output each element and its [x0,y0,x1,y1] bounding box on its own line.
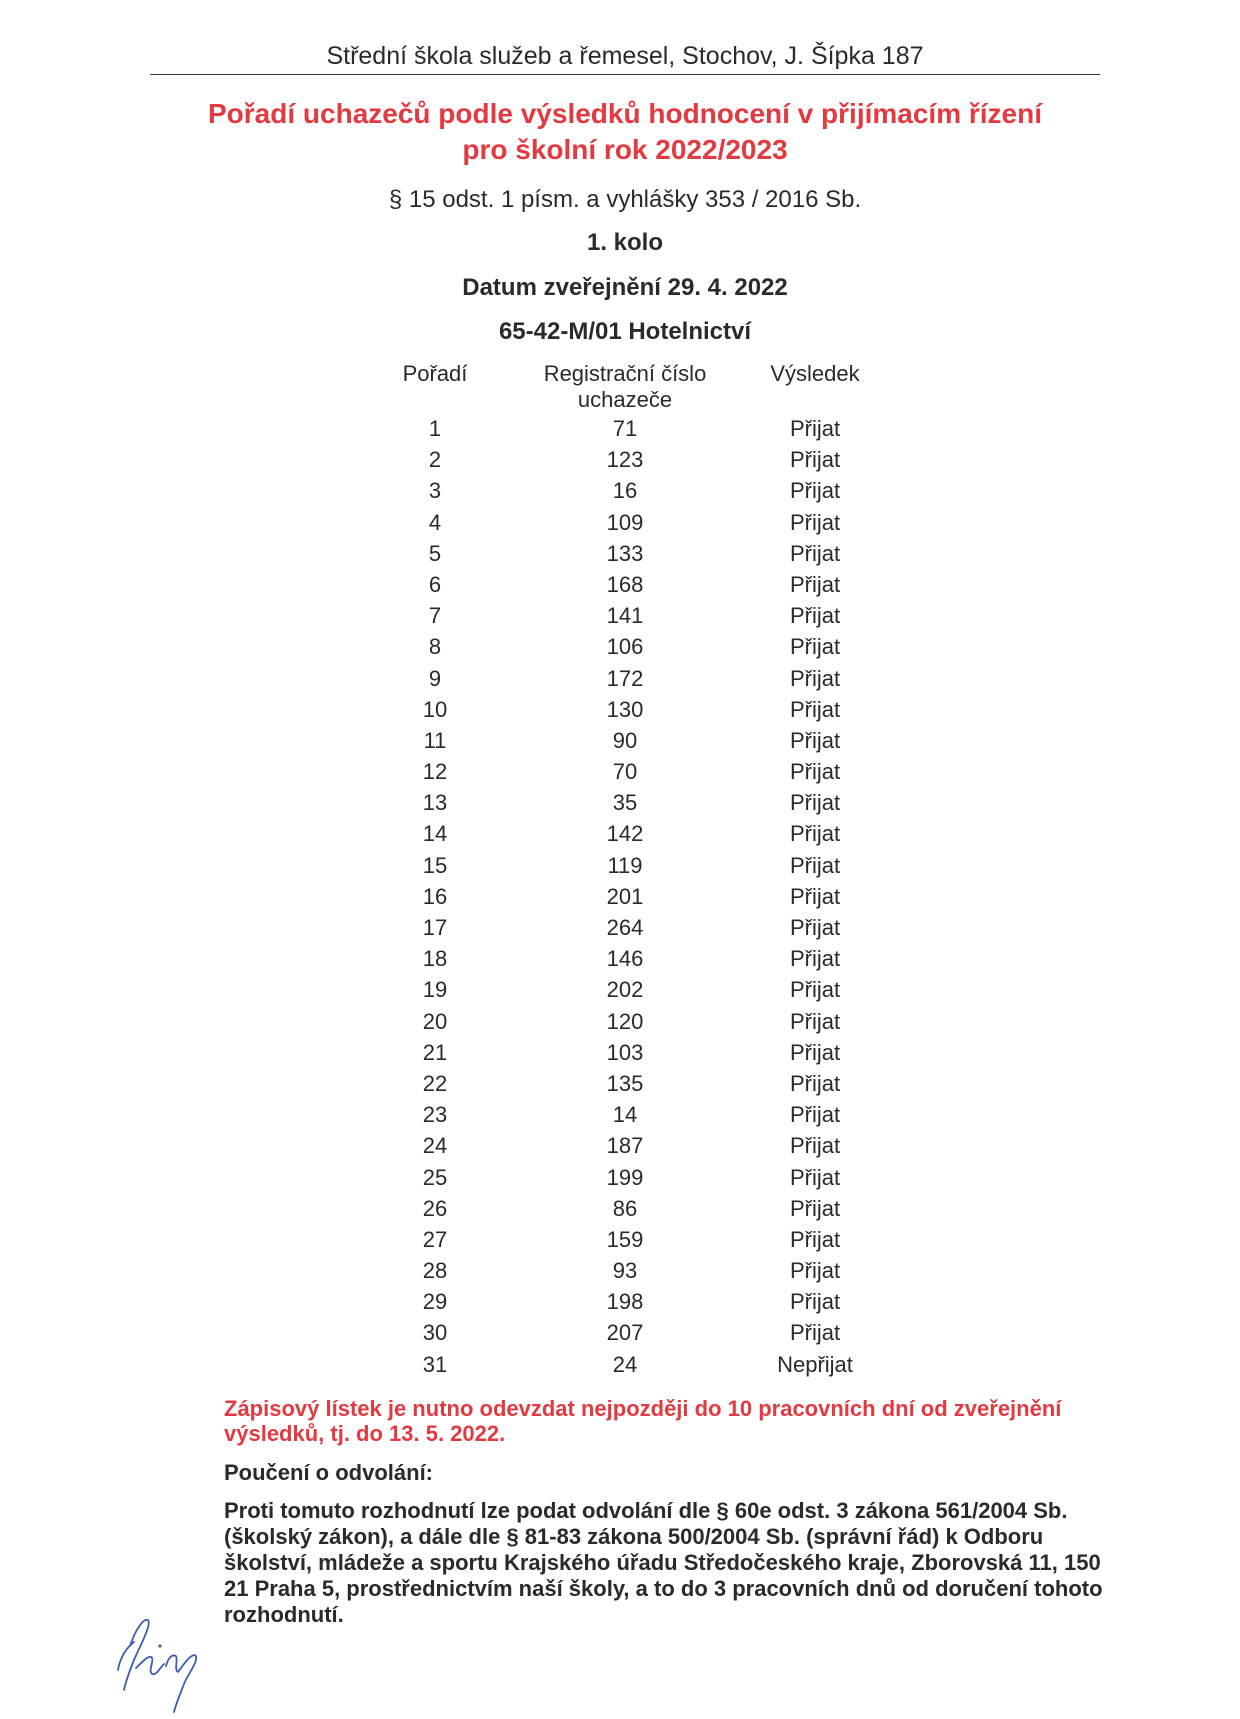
rank-cell: 6 [428,571,442,597]
title-line-1: Pořadí uchazečů podle výsledků hodnocení v přijímacím řízení [208,98,1042,129]
rank-cell: 15 [422,852,448,878]
result-cell: Přijat [789,571,841,597]
result-cell: Přijat [789,1258,841,1284]
table-row [0,1256,1240,1287]
registration-cell: 141 [606,603,644,629]
result-cell: Přijat [789,1133,841,1159]
result-cell: Přijat [789,1102,841,1128]
rank-cell: 1 [428,416,442,441]
table-row [0,414,1240,445]
round-label: 1. kolo [586,229,664,256]
school-header: Střední škola služeb a řemesel, Stochov, J. Šípka 187 [326,42,924,70]
enrollment-notice: Zápisový lístek je nutno odevzdat nejpozději do 10 pracovních dní od zveřejnění výsledků, tj. do 13. 5. 2022. [224,1396,1062,1446]
result-cell: Přijat [789,790,841,816]
result-cell: Přijat [789,416,841,441]
legal-reference: § 15 odst. 1 písm. a vyhlášky 353 / 2016 Sb. [388,186,862,213]
registration-cell: 24 [612,1351,638,1377]
table-row [0,757,1240,788]
title-line-2: pro školní rok 2022/2023 [462,134,788,165]
result-cell: Přijat [789,759,841,785]
table-row [0,975,1240,1006]
table-row [0,1318,1240,1349]
rank-cell: 27 [422,1226,448,1252]
registration-cell: 86 [612,1195,638,1221]
result-cell: Přijat [789,447,841,473]
registration-cell: 130 [606,696,644,722]
registration-cell: 106 [606,634,644,660]
rank-cell: 18 [422,946,448,972]
registration-cell: 14 [612,1102,638,1128]
result-cell: Přijat [789,1195,841,1221]
table-row [0,1131,1240,1162]
table-row [0,1163,1240,1194]
rank-cell: 13 [422,790,448,816]
rank-cell: 24 [422,1133,448,1159]
registration-cell: 199 [606,1164,644,1190]
result-cell: Přijat [789,1320,841,1346]
result-cell: Přijat [789,665,841,691]
result-cell: Přijat [789,1164,841,1190]
result-cell: Přijat [789,478,841,504]
rank-cell: 22 [422,1070,448,1096]
registration-cell: 264 [606,915,644,940]
rank-cell: 14 [422,821,448,847]
rank-cell: 12 [422,759,448,785]
table-row [0,1287,1240,1318]
rank-cell: 23 [422,1102,448,1128]
result-cell: Přijat [789,1070,841,1096]
table-row [0,788,1240,819]
result-cell: Přijat [789,915,841,940]
rank-cell: 30 [422,1320,448,1346]
rank-cell: 9 [428,665,442,691]
registration-cell: 71 [612,416,638,441]
table-row [0,570,1240,601]
registration-cell: 16 [612,478,638,504]
registration-cell: 187 [606,1133,644,1159]
column-header-registration [530,361,720,413]
rank-cell: 21 [422,1039,448,1065]
table-row [0,913,1240,944]
result-cell: Přijat [789,509,841,535]
column-header-rank: Pořadí [402,361,468,386]
registration-cell: 198 [606,1289,644,1315]
result-cell: Přijat [789,540,841,566]
result-cell: Nepřijat [777,1351,853,1377]
result-cell: Přijat [789,603,841,629]
registration-cell: 207 [606,1320,644,1346]
result-cell: Přijat [789,696,841,722]
table-row [0,601,1240,632]
table-row [0,445,1240,476]
column-header-registration-line-2: uchazeče [577,387,673,412]
table-row [0,851,1240,882]
result-cell: Přijat [789,1226,841,1252]
table-row [0,819,1240,850]
rank-cell: 4 [428,509,442,535]
table-row [0,695,1240,726]
registration-cell: 172 [606,665,644,691]
registration-cell: 120 [606,1008,644,1034]
column-header-result: Výsledek [770,361,860,386]
registration-cell: 201 [606,883,644,909]
table-row [0,1225,1240,1256]
header-divider [150,74,1100,75]
result-cell: Přijat [789,1289,841,1315]
rank-cell: 3 [428,478,442,504]
result-cell: Přijat [789,727,841,753]
result-cell: Přijat [789,1039,841,1065]
registration-cell: 202 [606,977,644,1003]
registration-cell: 142 [606,821,644,847]
registration-cell: 123 [606,447,644,473]
result-cell: Přijat [789,634,841,660]
rank-cell: 11 [423,727,447,753]
registration-cell: 103 [606,1039,644,1065]
registration-cell: 133 [606,540,644,566]
table-row [0,944,1240,975]
column-header-registration-line-1: Registrační číslo [543,361,707,386]
table-row [0,726,1240,757]
rank-cell: 17 [422,915,448,940]
program-name: 65-42-M/01 Hotelnictví [498,318,752,345]
result-cell: Přijat [789,821,841,847]
rank-cell: 7 [428,603,442,629]
table-row [0,1069,1240,1100]
registration-cell: 146 [606,946,644,972]
table-row [0,1194,1240,1225]
result-cell: Přijat [789,852,841,878]
rank-cell: 2 [428,447,442,473]
rank-cell: 28 [422,1258,448,1284]
table-row [0,1100,1240,1131]
document-title [100,96,1150,168]
registration-cell: 90 [612,727,638,753]
table-row [0,1350,1240,1381]
rank-cell: 29 [422,1289,448,1315]
table-row [0,1007,1240,1038]
registration-cell: 35 [612,790,638,816]
results-table [0,414,1240,1381]
registration-cell: 135 [606,1070,644,1096]
result-cell: Přijat [789,946,841,972]
rank-cell: 20 [422,1008,448,1034]
registration-cell: 119 [607,852,643,878]
signature [100,1598,210,1718]
registration-cell: 159 [606,1226,644,1252]
result-cell: Přijat [789,1008,841,1034]
rank-cell: 19 [422,977,448,1003]
result-cell: Přijat [789,883,841,909]
registration-cell: 109 [606,509,644,535]
table-row [0,476,1240,507]
table-row [0,632,1240,663]
registration-cell: 93 [612,1258,638,1284]
rank-cell: 16 [422,883,448,909]
table-row [0,1038,1240,1069]
appeal-title: Poučení o odvolání: [224,1460,434,1485]
rank-cell: 5 [428,540,442,566]
rank-cell: 31 [422,1351,448,1377]
result-cell: Přijat [789,977,841,1003]
rank-cell: 25 [422,1164,448,1190]
table-row [0,508,1240,539]
rank-cell: 10 [422,696,448,722]
appeal-instructions: Proti tomuto rozhodnutí lze podat odvolání dle § 60e odst. 3 zákona 561/2004 Sb. (školský zákon), a dále dle § 81-83 zákona 500/2004 Sb. (správní řád) k Odboru školství, mládeže a sportu Krajského úřadu Středočeského kraje, Zborovská 11, 150 21 Praha 5, prostřednictvím naší školy, a to do 3 pracovních dnů od doručení tohoto rozhodnutí. [224,1498,1103,1627]
publication-date: Datum zveřejnění 29. 4. 2022 [462,274,788,301]
rank-cell: 26 [422,1195,448,1221]
table-row [0,539,1240,570]
registration-cell: 168 [606,571,644,597]
registration-cell: 70 [612,759,638,785]
table-row [0,882,1240,913]
rank-cell: 8 [428,634,442,660]
table-row [0,664,1240,695]
